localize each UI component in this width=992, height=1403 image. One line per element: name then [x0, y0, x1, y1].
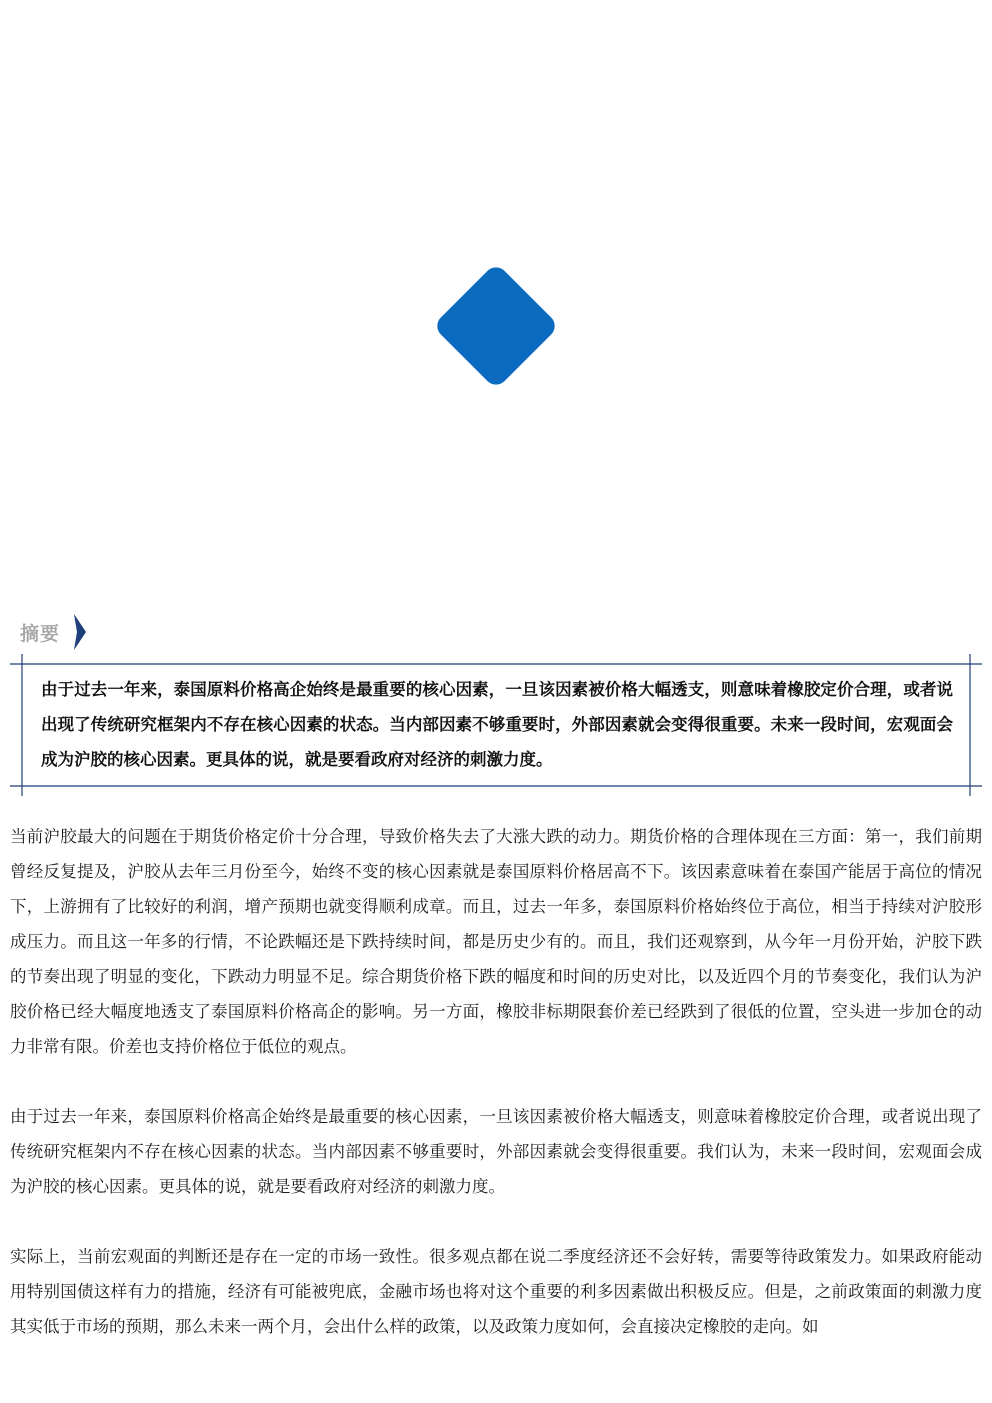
blue-diamond-logo-icon — [424, 254, 568, 398]
summary-title: 摘要 — [20, 622, 61, 645]
summary-box — [10, 654, 982, 796]
body-paragraph-3: 实际上，当前宏观面的判断还是存在一定的市场一致性。很多观点都在说二季度经济还不会好转，需要等待政策发力。如果政府能动用特别国债这样有力的措施，经济有可能被兜底，金融市场也将对这个重要的利多因素做出积极反应。但是，之前政策面的刺激力度其实低于市场的预期，那么未来一两个月，会出什么样的政策，以及政策力度如何，会直接决定橡胶的走向。如 — [10, 1247, 982, 1336]
body-paragraph-1: 当前沪胶最大的问题在于期货价格定价十分合理，导致价格失去了大涨大跌的动力。期货价格的合理体现在三方面：第一，我们前期曾经反复提及，沪胶从去年三月份至今，始终不变的核心因素就是泰国原料价格居高不下。该因素意味着在泰国产能居于高位的情况下，上游拥有了比较好的利润，增产预期也就变得顺利成章。而且，过去一年多，泰国原料价格始终位于高位，相当于持续对沪胶形成压力。而且这一年多的行情，不论跌幅还是下跌持续时间，都是历史少有的。而且，我们还观察到，从今年一月份开始，沪胶下跌的节奏出现了明显的变化，下跌动力明显不足。综合期货价格下跌的幅度和时间的历史对比，以及近四个月的节奏变化，我们认为沪胶价格已经大幅度地透支了泰国原料价格高企的影响。另一方面，橡胶非标期限套价差已经跌到了很低的位置，空头进一步加仓的动力非常有限。价差也支持价格位于低位的观点。 — [10, 827, 982, 1056]
summary-text: 由于过去一年来，泰国原料价格高企始终是最重要的核心因素，一旦该因素被价格大幅透支，则意味着橡胶定价合理，或者说出现了传统研究框架内不存在核心因素的状态。当内部因素不够重要时，外部因素就会变得很重要。未来一段时间，宏观面会成为沪胶的核心因素。更具体的说，就是要看政府对经济的刺激力度。 — [41, 680, 953, 769]
summary-heading — [20, 612, 86, 652]
body-paragraph-2: 由于过去一年来，泰国原料价格高企始终是最重要的核心因素，一旦该因素被价格大幅透支，则意味着橡胶定价合理，或者说出现了传统研究框架内不存在核心因素的状态。当内部因素不够重要时，外部因素就会变得很重要。我们认为，未来一段时间，宏观面会成为沪胶的核心因素。更具体的说，就是要看政府对经济的刺激力度。 — [10, 1107, 982, 1196]
arrow-marker-icon — [74, 614, 86, 650]
